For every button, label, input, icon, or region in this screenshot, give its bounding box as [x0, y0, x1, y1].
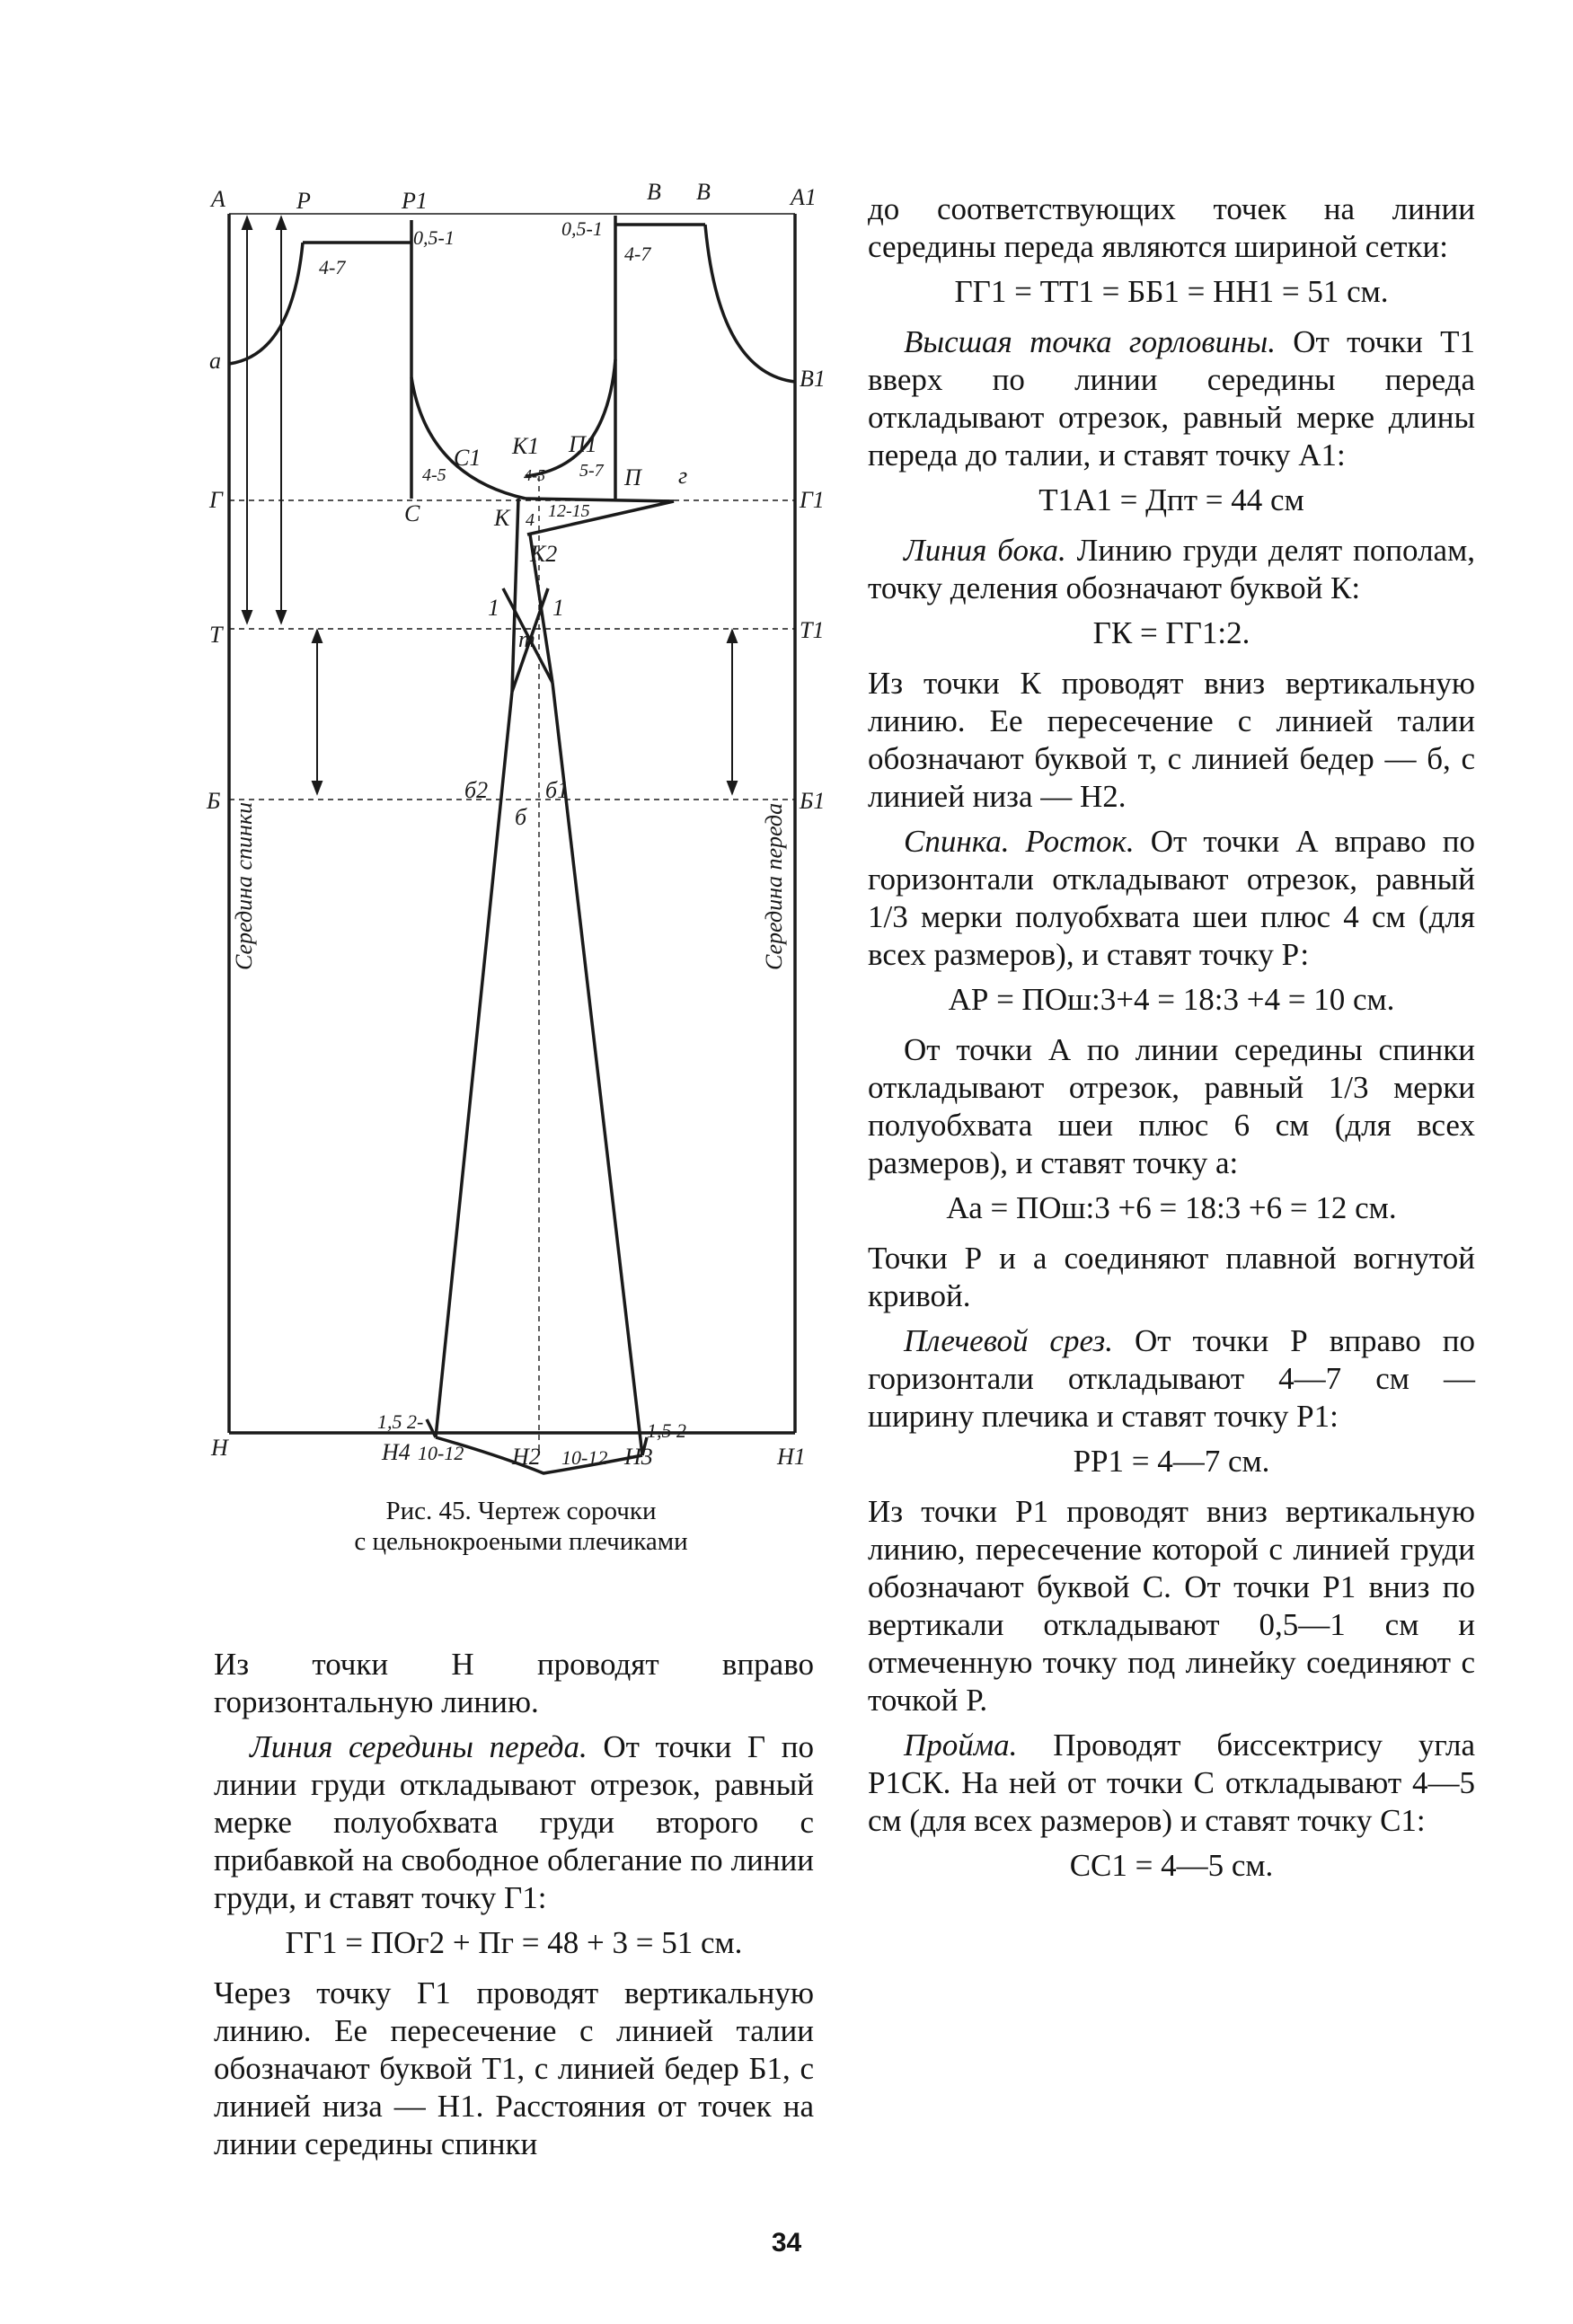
- paragraph: [214, 1728, 814, 1917]
- label-12-15: 12-15: [548, 501, 590, 521]
- paragraph: [868, 1727, 1475, 1840]
- label-H3: Н3: [624, 1444, 653, 1470]
- label-b: б: [515, 804, 527, 830]
- paragraph-text: Аа = ПОш:3 +6 = 18:3 +6 = 12 см.: [946, 1190, 1397, 1225]
- label-1-5-2b: 1,5 2: [647, 1419, 686, 1442]
- formula: [868, 273, 1475, 311]
- front-neckline: [705, 225, 795, 382]
- paragraph: [868, 823, 1475, 974]
- label-G: Г: [209, 487, 223, 513]
- paragraph-heading: Пройма.: [904, 1728, 1018, 1763]
- label-V: В: [647, 180, 661, 205]
- label-P-front: П: [624, 464, 641, 490]
- label-P1-mid: П1: [569, 431, 597, 457]
- arrow-head: [313, 631, 322, 642]
- label-G1: Г1: [800, 487, 825, 513]
- label-4-7b: 4-7: [624, 243, 651, 265]
- arrow-head: [313, 782, 322, 793]
- figure-caption: [216, 1496, 826, 1557]
- paragraph-text: Из точки К проводят вниз вертикальную линию. Ее пересечение с линией талии обозначают буквой т, с линией бедер — б, с линией низа — Н2.: [868, 666, 1475, 814]
- paragraph: [214, 1646, 814, 1721]
- paragraph-text: Проводят биссектрису угла Р1СК. На ней от точки С откладывают 4—5 см (для всех размеров) и ставят точку С1:: [868, 1728, 1475, 1838]
- arrow-head: [243, 217, 252, 229]
- label-C1: С1: [454, 445, 482, 471]
- paragraph-text: Через точку Г1 проводят вертикальную линию. Ее пересечение с линией талии обозначают буквой Т1, с линией бедер Б1, с линией низа — Н1. Расстояния от точек на линии середины спинки: [214, 1975, 814, 2161]
- label-b2: б2: [464, 777, 489, 803]
- paragraph-text: ГК = ГГ1:2.: [1092, 615, 1250, 650]
- label-P1: Р1: [402, 188, 428, 214]
- paragraph-text: Точки Р и а соединяют плавной вогнутой кривой.: [868, 1241, 1475, 1313]
- label-A: А: [211, 186, 225, 212]
- paragraph-heading: Линия середины переда.: [250, 1729, 588, 1764]
- label-H4: Н4: [382, 1439, 411, 1465]
- caption-line-1: Рис. 45. Чертеж сорочки: [385, 1497, 657, 1525]
- left-text-column: [214, 1646, 814, 2170]
- label-4-5b: 4-5: [524, 466, 545, 484]
- label-10-12a: 10-12: [418, 1442, 464, 1464]
- paragraph: [868, 1031, 1475, 1182]
- paragraph-text: От точки А вправо по горизонтали откладывают отрезок, равный 1/3 мерки полуобхвата шеи плюс 4 см (для всех размеров), и ставят точку Р:: [868, 824, 1475, 972]
- paragraph-text: Из точки Р1 проводят вниз вертикальную линию, пересечение которой с линией груди обозначают буквой С. От точки Р1 вниз по вертикали откладывают 0,5—1 см и отмеченную точку под линейку соединяют с точкой Р.: [868, 1494, 1475, 1718]
- label-P: Р: [296, 188, 311, 214]
- shirt-pattern-drawing: [202, 180, 831, 1491]
- paragraph-text: ГГ1 = ПОг2 + Пг = 48 + 3 = 51 см.: [285, 1925, 743, 1960]
- formula: [868, 1847, 1475, 1885]
- paragraph: [868, 1493, 1475, 1719]
- label-H1: Н1: [777, 1444, 806, 1470]
- formula: [868, 614, 1475, 652]
- label-C: С: [404, 500, 420, 526]
- label-B1: Б1: [800, 788, 826, 814]
- arrow-head: [277, 217, 286, 229]
- paragraph-text: Из точки Н проводят вправо горизонтальную линию.: [214, 1647, 814, 1719]
- paragraph-heading: Линия бока.: [904, 533, 1066, 568]
- formula: [868, 1189, 1475, 1227]
- page-number: 34: [771, 2228, 802, 2258]
- label-4-7: 4-7: [319, 256, 346, 278]
- paragraph-heading: Высшая точка горловины.: [904, 324, 1276, 359]
- label-g: г: [678, 463, 688, 489]
- label-K1: К1: [512, 433, 540, 459]
- paragraph: [868, 1240, 1475, 1315]
- label-H2: Н2: [512, 1444, 541, 1470]
- arrow-head: [243, 611, 252, 623]
- label-05-1: 0,5-1: [413, 226, 455, 249]
- label-front-middle: Середина переда: [761, 802, 787, 970]
- paragraph-text: РР1 = 4—7 см.: [1073, 1444, 1270, 1479]
- label-B: Б: [207, 788, 221, 814]
- label-1-5-2a: 1,5 2-: [377, 1410, 424, 1433]
- label-m: т: [518, 626, 535, 652]
- label-5-7: 5-7: [579, 461, 604, 481]
- label-b1: б1: [545, 777, 570, 803]
- paragraph: [868, 665, 1475, 816]
- paragraph-text: АР = ПОш:3+4 = 18:3 +4 = 10 см.: [948, 982, 1395, 1017]
- back-neckline: [229, 243, 303, 364]
- label-a: а: [209, 348, 221, 374]
- formula: [214, 1924, 814, 1962]
- label-K2: К2: [530, 541, 558, 567]
- label-V-top: В: [696, 180, 711, 205]
- arrow-head: [728, 631, 737, 642]
- label-A1: А1: [791, 184, 817, 210]
- paragraph-text: Т1А1 = Дпт = 44 см: [1038, 482, 1304, 517]
- hem-tick-left: [427, 1419, 436, 1437]
- right-text-column: [868, 190, 1475, 1897]
- paragraph-text: От точки Г по линии груди откладывают отрезок, равный мерке полуобхвата груди второго с прибавкой на свободное облегание по линии груди, и ставят точку Г1:: [214, 1729, 814, 1915]
- label-05-1b: 0,5-1: [561, 217, 603, 240]
- caption-line-2: с цельнокроеными плечиками: [354, 1527, 688, 1556]
- paragraph: [868, 1322, 1475, 1436]
- paragraph: [868, 532, 1475, 607]
- label-4-5a: 4-5: [422, 465, 446, 485]
- paragraph: [868, 190, 1475, 266]
- label-1-left: 1: [488, 595, 499, 621]
- side-seam-back-upper: [512, 499, 518, 692]
- paragraph-text: От точки Т1 вверх по линии середины переда откладывают отрезок, равный мерке длины переда до талии, и ставят точку А1:: [868, 324, 1475, 473]
- formula: [868, 482, 1475, 519]
- formula: [868, 1443, 1475, 1480]
- paragraph-heading: Спинка. Росток.: [904, 824, 1135, 859]
- side-seam-back-lower: [436, 692, 512, 1437]
- paragraph: [214, 1975, 814, 2163]
- paragraph-text: СС1 = 4—5 см.: [1069, 1848, 1274, 1883]
- label-K: К: [494, 505, 510, 531]
- paragraph-heading: Плечевой срез.: [904, 1323, 1113, 1358]
- label-T1: Т1: [800, 617, 825, 643]
- paragraph-text: Линию груди делят пополам, точку деления обозначают буквой К:: [868, 533, 1475, 605]
- paragraph-text: От точки А по линии середины спинки откладывают отрезок, равный 1/3 мерки полуобхвата шеи плюс 6 см (для всех размеров), и ставят точку а:: [868, 1032, 1475, 1180]
- label-10-12b: 10-12: [561, 1446, 608, 1469]
- label-1-right: 1: [552, 595, 564, 621]
- label-back-middle: Середина спинки: [231, 801, 257, 970]
- paragraph-text: до соответствующих точек на линии середины переда являются шириной сетки:: [868, 191, 1475, 264]
- paragraph-text: ГГ1 = ТТ1 = ББ1 = НН1 = 51 см.: [954, 274, 1389, 309]
- formula: [868, 981, 1475, 1019]
- label-4: 4: [526, 510, 535, 530]
- label-T: Т: [209, 622, 223, 648]
- arrow-head: [277, 611, 286, 623]
- arrow-head: [728, 782, 737, 793]
- label-V1: В1: [800, 366, 826, 392]
- paragraph: [868, 323, 1475, 474]
- paragraph-text: От точки Р вправо по горизонтали откладывают 4—7 см — ширину плечика и ставят точку Р1:: [868, 1323, 1475, 1434]
- label-H: Н: [211, 1435, 228, 1461]
